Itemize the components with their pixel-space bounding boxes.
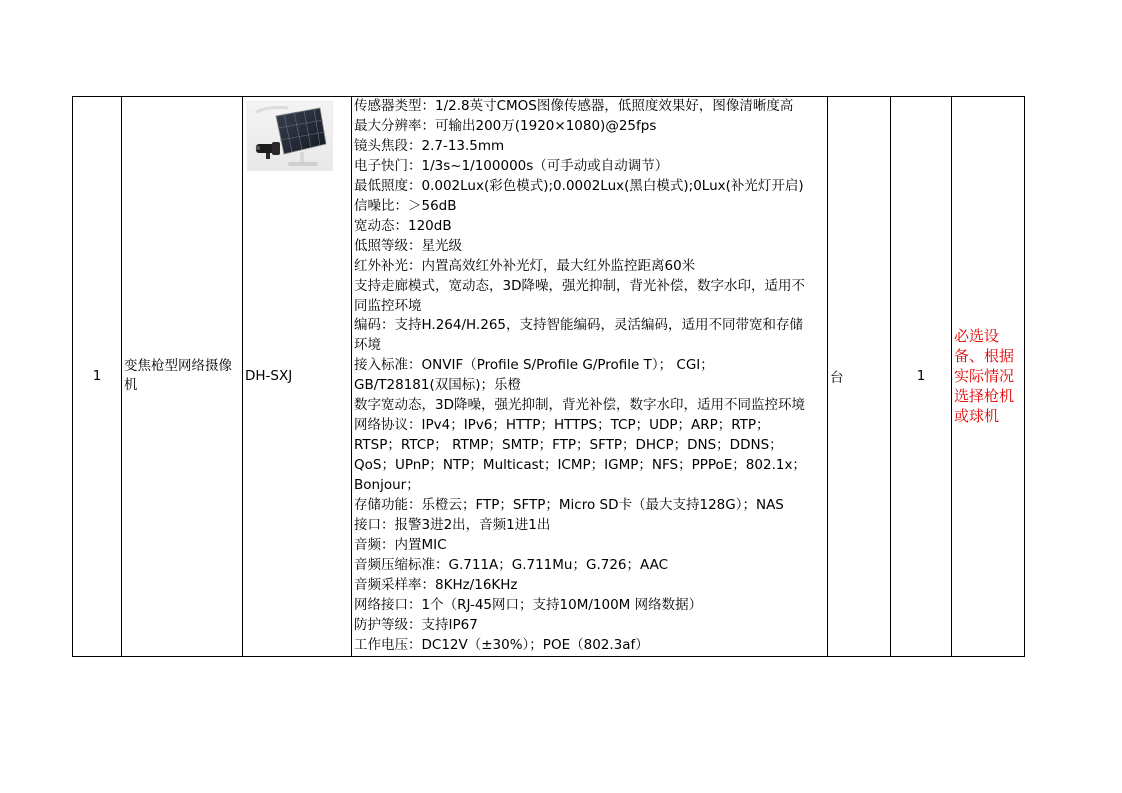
spec-line: 接口：报警3进2出，音频1进1出 [354, 517, 551, 534]
spec-line: 存储功能：乐橙云；FTP；SFTP；Micro SD卡（最大支持128G）；NAS [354, 497, 784, 514]
spec-line: 数字宽动态，3D降噪，强光抑制，背光补偿，数字水印，适用不同监控环境 [354, 397, 805, 414]
quantity: 1 [891, 97, 952, 657]
spec-line: 低照等级：星光级 [354, 237, 462, 254]
spec-line: 信噪比：＞56dB [354, 197, 457, 214]
spec-line: 最大分辨率：可输出200万(1920×1080)@25fps [354, 117, 657, 134]
spec-line: 支持走廊模式，宽动态，3D降噪，强光抑制，背光补偿，数字水印，适用不 [354, 277, 805, 294]
spec-line: 音频：内置MIC [354, 536, 447, 553]
spec-line: 网络接口：1个（RJ-45网口；支持10M/100M 网络数据） [354, 596, 703, 613]
spec-line: 红外补光：内置高效红外补光灯，最大红外监控距离60米 [354, 257, 696, 274]
spec-line: 传感器类型：1/2.8英寸CMOS图像传感器，低照度效果好，图像清晰度高 [354, 98, 794, 114]
product-image [247, 101, 333, 171]
spec-line: 接入标准：ONVIF（Profile S/Profile G/Profile T）； CGI； [354, 357, 714, 374]
spec-line: QoS；UPnP；NTP；Multicast；ICMP；IGMP；NFS；PPPoE；802.1x； [354, 457, 806, 474]
spec-line: 电子快门：1/3s~1/100000s（可手动或自动调节） [354, 157, 669, 174]
model-cell [243, 97, 352, 657]
unit: 台 [828, 97, 891, 657]
spec-line: 工作电压：DC12V（±30%）；POE（802.3af） [354, 636, 649, 653]
spec-line: 网络协议：IPv4；IPv6；HTTP；HTTPS；TCP；UDP；ARP；RTP； [354, 417, 770, 434]
spec-line: GB/T28181(双国标)；乐橙 [354, 377, 521, 394]
spec-line: RTSP；RTCP； RTMP；SMTP；FTP；SFTP；DHCP；DNS；DDNS； [354, 437, 783, 454]
spec-table [72, 96, 1025, 657]
spec-line: 音频采样率：8KHz/16KHz [354, 576, 518, 593]
table-row [73, 97, 1025, 657]
spec-line: 同监控环境 [354, 297, 422, 314]
product-name: 变焦枪型网络摄像机 [122, 97, 243, 657]
spec-line: 最低照度：0.002Lux(彩色模式);0.0002Lux(黑白模式);0Lux(补光灯开启) [354, 177, 804, 194]
spec-line: 音频压缩标准：G.711A；G.711Mu；G.726；AAC [354, 556, 669, 573]
solar-camera-icon [248, 102, 332, 170]
spec-line: 防护等级：支持IP67 [354, 616, 478, 633]
row-index: 1 [73, 97, 122, 657]
spec-list [352, 97, 828, 657]
spec-line: 宽动态：120dB [354, 217, 452, 234]
model-number: DH-SXJ [245, 368, 293, 385]
spec-line: 镜头焦段：2.7-13.5mm [354, 137, 505, 154]
spec-line: 编码：支持H.264/H.265，支持智能编码，灵活编码，适用不同带宽和存储 [354, 317, 803, 334]
spec-line: 环境 [354, 337, 381, 354]
remark: 必选设备、根据实际情况选择枪机或球机 [952, 97, 1025, 657]
spec-line: Bonjour； [354, 477, 420, 494]
